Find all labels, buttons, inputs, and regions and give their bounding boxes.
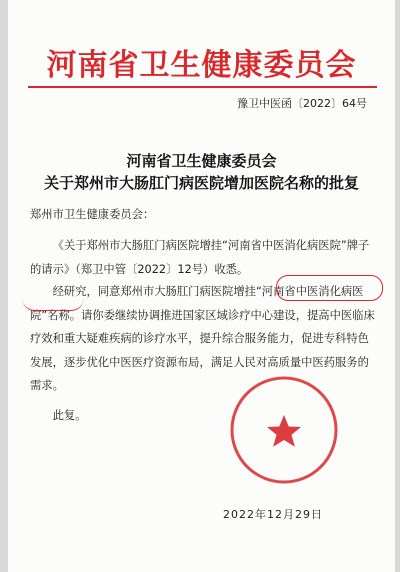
paragraph-request-reference: 《关于郑州市大肠肛门病医院增挂“河南省中医消化病医院”牌子的请示》（郑卫中管〔2022〕12号）收悉。 [30,239,370,276]
document-number: 豫卫中医函〔2022〕64号 [237,97,367,110]
closing-remark: 此复。 [52,409,87,422]
highlighted-hospital-name: 河南省中医消化病医院 [30,285,364,322]
document-title-line-1: 河南省卫生健康委员会 [126,152,277,170]
document-page [8,0,395,572]
official-seal-stamp [229,375,339,485]
letterhead-divider [28,86,377,88]
letterhead-title: 河南省卫生健康委员会 [46,48,357,83]
approval-text-end: ”名称。请你委继续协调推进国家区域诊疗中心建设，提高中医临床疗效和重大疑难疾病的诊疗水平，提升综合服务能力，促进专科特色发展，逐步优化中医医疗资源布局，满足人民对高质量中医药服务的需求。 [30,308,375,392]
red-highlight-underline [22,298,84,311]
salutation: 郑州市卫生健康委员会： [30,208,155,221]
red-highlight-circle [276,275,383,301]
seal-star-icon [267,415,301,447]
approval-text-start: 经研究，同意郑州市大肠肛门病医院增挂“ [52,285,262,298]
document-title-line-2: 关于郑州市大肠肛门病医院增加医院名称的批复 [43,174,359,192]
issue-date: 2022年12月29日 [223,508,323,521]
